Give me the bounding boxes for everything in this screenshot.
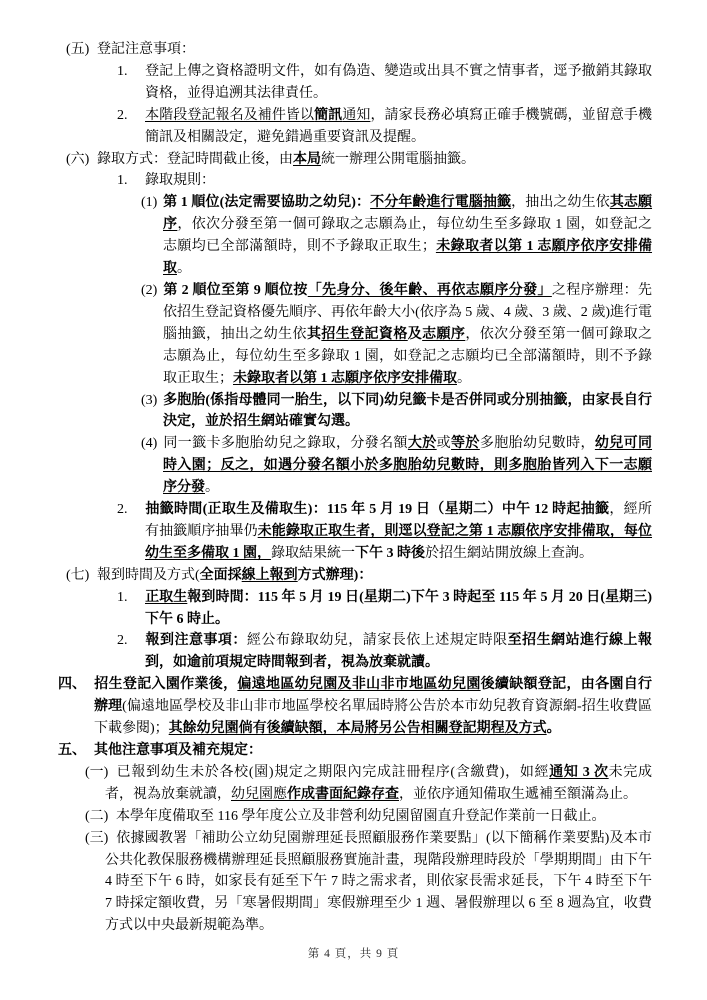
text-segment: 幼兒園應 (231, 786, 287, 802)
text-segment: 錄取方式：登記時間截止後，由 (97, 151, 293, 167)
text-segment: ，抽出之幼生依 (511, 195, 610, 211)
text-segment: 本階段登記報名及補件皆以 (145, 107, 315, 123)
paragraph (0, 806, 652, 828)
text-segment: 本學年度備取至 116 學年度公立及非營利幼兒園留園直升登記作業前一日截止。 (116, 808, 606, 824)
paragraph (0, 192, 652, 280)
text-segment: 「先身分、後年齡、再依志願序分發」 (307, 282, 552, 298)
text-segment: 錄取結果統一 (271, 545, 355, 561)
paragraph (0, 828, 652, 938)
text-segment: 多胞胎(係指母體同一胎生，以下同)幼兒籤卡是否併同或分別抽籤，由家長自行決定，並於招生網站確實勾選。 (163, 392, 652, 430)
text-segment: 本局 (293, 151, 321, 167)
list-marker: (五) (66, 42, 90, 57)
paragraph (0, 499, 652, 565)
paragraph (0, 740, 652, 762)
text-segment: 。 (205, 480, 219, 496)
list-marker: 1. (117, 589, 128, 605)
text-segment: 未錄取者以第 1 志願序依序安排備取 (233, 370, 457, 386)
text-segment: 或 (436, 436, 452, 452)
paragraph (0, 390, 652, 434)
text-segment: ，依次分發至第一個可錄取之志願為止，每位幼生至多錄取 1 園，如登記之志願均已全部滿額時，則不予錄取正取生； (163, 326, 653, 386)
text-segment: 報到注意事項： (145, 633, 247, 649)
text-segment: 其他注意事項及補充規定： (94, 743, 262, 758)
text-segment: 其 (306, 326, 322, 342)
text-segment: 正取生 (145, 589, 188, 605)
list-marker: 1. (117, 173, 128, 189)
text-segment: ，並依序通知備取生遞補至額滿為止。 (399, 786, 637, 802)
paragraph (0, 674, 652, 740)
document-body (0, 39, 707, 937)
list-marker: (一) (85, 764, 109, 780)
text-segment: 錄取規則： (145, 173, 215, 189)
list-marker: (七) (66, 567, 90, 583)
text-segment: 未能錄取正取生者，則逕以登記之第 1 志願依序安排備取，每位幼生至多備取 1 園， (145, 523, 653, 561)
list-marker: 2. (117, 107, 128, 123)
list-marker: 2. (117, 633, 128, 649)
list-marker: (六) (66, 151, 90, 167)
text-segment: 。 (546, 721, 561, 737)
list-marker: (1) (141, 195, 158, 211)
text-segment: 登記注意事項： (97, 42, 195, 57)
text-segment: 未完成者，視為放棄就讀， (105, 764, 653, 802)
paragraph (0, 149, 652, 171)
text-segment: 等於 (451, 436, 480, 452)
list-marker: (2) (141, 282, 158, 298)
text-segment: 及 (407, 326, 423, 342)
paragraph (0, 39, 652, 61)
text-segment: (偏遠地區學校及非山非市地區學校名單屆時將公告於本市幼兒教育資源網-招生收費區下載參閱)； (94, 699, 653, 737)
text-segment: 多胞胎幼兒數時， (479, 436, 595, 452)
text-segment: 作成書面紀錄存查 (287, 786, 399, 802)
text-segment: 未錄取者以第 1 志願序依序安排備取 (163, 239, 653, 277)
text-segment: ，經所有抽籤順序抽畢仍 (145, 502, 652, 539)
text-segment: 偏遠地區幼兒園及非山非市地區幼兒園 (237, 677, 481, 693)
text-segment: ，依次分發至第一個可錄取之志願為止，每位幼生至多錄取 1 園，如登記之志願均已全部滿額時，則不予錄取正取生； (163, 217, 653, 255)
paragraph (0, 762, 652, 806)
paragraph (0, 433, 652, 499)
list-marker: (3) (141, 392, 158, 408)
paragraph (0, 61, 652, 105)
text-segment: 依據國教署「補助公立幼兒園辦理延長照顧服務作業要點」(以下簡稱作業要點)及本市公共化教保服務機構辦理延長照顧服務實施計畫，現階段辦理時段於「學期期間」由下午 4 時至下午 6 時，如家長有延至下午 7 時之需求者，則依家長需求延長，下午 4 時至下午 7 時採定額收費，另「寒暑假期間」寒假辦理至少 1 週、暑假辦理以 6 至 8 週為宜，收費方式以中央最新規範為準。 (105, 830, 652, 934)
paragraph (0, 565, 652, 587)
text-segment: 其餘幼兒園倘有後續缺額，本局將另公告相關登記期程及方式 (168, 721, 547, 737)
text-segment: 幼兒可同時入園；反之，如遇分發名額小於多胞胎幼兒數時，則多胞胎皆列入下一志願序分發 (163, 436, 653, 496)
text-segment: 招生登記入園作業後， (94, 677, 238, 693)
text-segment: 之程序辦理：先依招生登記資格優先順序、再依年齡大小(依序為 5 歲、4 歲、3 歲、2 歲)進行電腦抽籤，抽出之幼生依 (163, 282, 653, 342)
list-marker: (4) (141, 436, 158, 452)
text-segment: 後續缺額登記，由各園自行辦理 (94, 677, 653, 715)
text-segment: 登記上傳之資格證明文件，如有偽造、變造或出具不實之情事者，逕予撤銷其錄取資格，並得追溯其法律責任。 (145, 63, 652, 101)
list-marker: 五、 (58, 743, 86, 758)
text-segment: 報到時間：115 年 5 月 19 日(星期二)下午 3 時起至 115 年 5 月 20 日(星期三)下午 6 時止。 (145, 589, 652, 627)
paragraph (0, 587, 652, 631)
text-segment: 。 (457, 370, 471, 386)
paragraph (0, 280, 652, 390)
paragraph (0, 105, 652, 149)
page-number: 第 4 頁，共 9 頁 (307, 948, 400, 960)
text-segment: ，請家長務必填寫正確手機號碼，並留意手機簡訊及相關設定，避免錯過重要資訊及提醒。 (145, 107, 653, 145)
text-segment: 線上報到 (241, 567, 298, 583)
list-marker: 1. (117, 63, 128, 79)
list-marker: 四、 (58, 677, 86, 693)
list-marker: (二) (85, 808, 109, 824)
text-segment: 招生登記資格 (321, 326, 408, 342)
text-segment: 方式辦理)： (297, 567, 373, 583)
text-segment: 至招生網站進行線上報到，如逾前項規定時間報到者，視為放棄就讀。 (145, 633, 653, 671)
list-marker: (三) (85, 830, 109, 846)
text-segment: 同一籤卡多胞胎幼兒之錄取，分發名額 (163, 436, 408, 452)
text-segment: 不分年齡進行電腦抽籤 (370, 195, 512, 211)
text-segment: 大於 (407, 436, 437, 452)
text-segment: 其志願序 (163, 195, 653, 233)
text-segment: 已報到幼生未於各校(園)規定之期限內完成註冊程序(含繳費)，如經 (116, 764, 550, 780)
text-segment: 志願序 (422, 326, 466, 342)
list-marker: 2. (117, 502, 128, 518)
text-segment: 報到時間及方式( (97, 567, 200, 583)
text-segment: 抽籤時間(正取生及備取生)：115 年 5 月 19 日（星期二）中午 12 時起抽籤 (145, 502, 610, 518)
text-segment: 通知 3 次 (549, 764, 609, 780)
text-segment: 通知 (342, 107, 371, 123)
text-segment: 下午 3 時後 (355, 545, 425, 561)
text-segment: 第 1 順位(法定需要協助之幼兒)： (163, 195, 371, 211)
text-segment: 統一辦理公開電腦抽籤。 (321, 151, 475, 167)
text-segment: 經公布錄取幼兒，請家長依上述規定時限 (246, 633, 508, 649)
paragraph (0, 170, 652, 192)
text-segment: 第 2 順位至第 9 順位按 (163, 282, 308, 298)
text-segment: 全面採 (199, 567, 242, 583)
text-segment: 。 (177, 261, 191, 277)
text-segment: 於招生網站開放線上查詢。 (425, 545, 593, 561)
paragraph (0, 630, 652, 674)
text-segment: 簡訊 (314, 107, 343, 123)
